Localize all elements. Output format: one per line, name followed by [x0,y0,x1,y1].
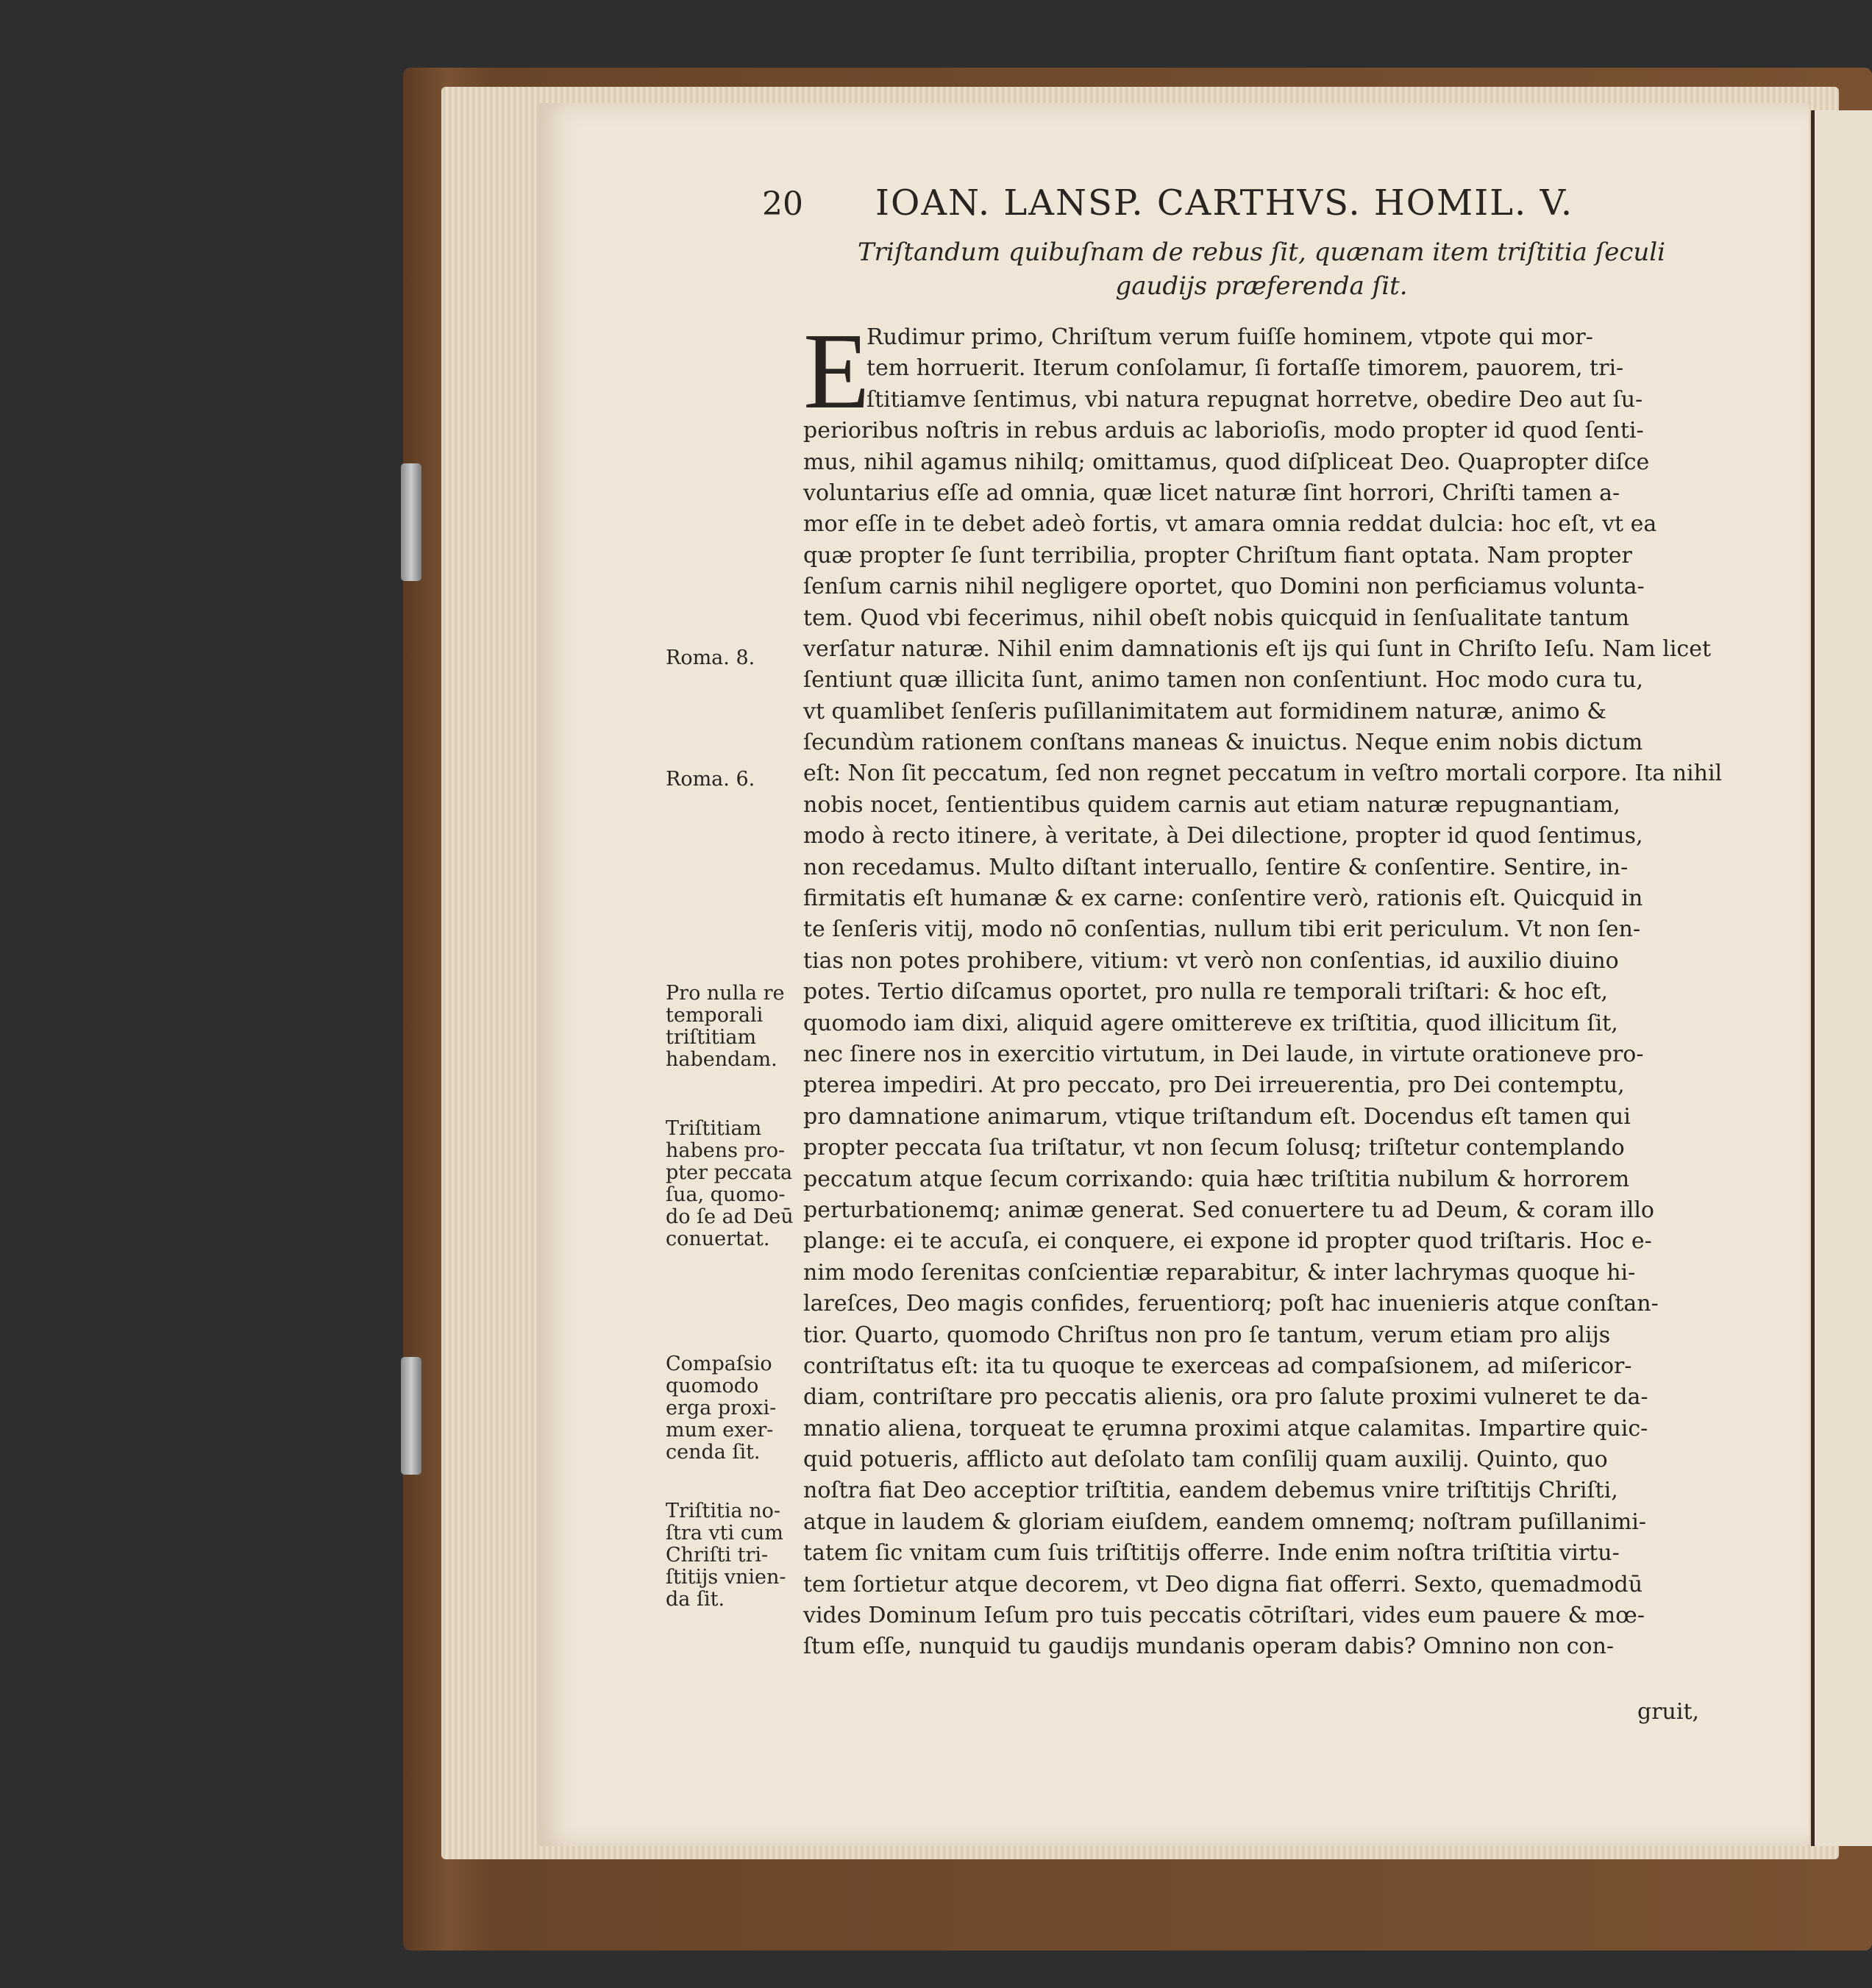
body-line: nobis nocet, ſentientibus quidem carnis aut etiam naturæ repugnantiam, [803,791,1620,818]
margin-note-line: temporali [666,1004,764,1027]
body-line: pterea impediri. At pro peccato, pro Dei irreuerentia, pro Dei contemptu, [803,1072,1625,1099]
margin-note-line: habendam. [666,1048,777,1071]
margin-note-line: da ſit. [666,1588,725,1611]
body-line: ſecundùm rationem conſtans maneas & inuictus. Neque enim nobis dictum [803,730,1643,756]
margin-note-line: quomodo [666,1375,759,1397]
margin-note [666,1118,798,1250]
body-line: ſenſum carnis nihil negligere oportet, quo Domini non perficiamus volunta- [803,574,1645,600]
body-line: modo à recto itinere, à veritate, à Dei dilectione, propter id quod ſentimus, [803,823,1643,849]
body-line: quæ propter ſe ſunt terribilia, propter Chriſtum fiant optata. Nam propter [803,542,1632,569]
section-heading-line: gaudijs præferenda ſit. [1115,271,1408,301]
body-line: quid potueris, afflicto aut deſolato tam conſilij quam auxilij. Quinto, quo [803,1447,1608,1473]
body-line: tias non potes prohibere, vitium: vt verò non conſentias, id auxilio diuino [803,947,1619,974]
running-head: IOAN. LANSP. CARTHVS. HOMIL. V. [875,182,1574,224]
body-line: propter peccata ſua triſtatur, vt non ſecum ſolusq; triſtetur contemplando [803,1135,1625,1161]
margin-note-line: Pro nulla re [666,982,785,1005]
body-line: mnatio aliena, torqueat te ęrumna proximi atque calamitas. Impartire quic- [803,1415,1648,1442]
margin-note-line: Roma. 8. [666,646,755,669]
margin-note-line: Triſtitia no- [666,1500,780,1522]
margin-note-line: ſua, quomo- [666,1183,786,1206]
body-line: lareſces, Deo magis confides, feruentiorq; poſt hac inuenieris atque conſtan- [803,1291,1659,1317]
body-line: voluntarius eſſe ad omnia, quæ licet naturæ ſint horrori, Chriſti tamen a- [803,480,1620,506]
body-line: perturbationemq; animæ generat. Sed conuertere tu ad Deum, & coram illo [803,1197,1654,1223]
body-line: eſt: Non ſit peccatum, ſed non regnet peccatum in veſtro mortali corpore. Ita nihil [803,760,1723,787]
body-line: plange: ei te accuſa, ei conquere, ei expone id propter quod triſtaris. Hoc e- [803,1228,1652,1255]
body-line: ſtum eſſe, nunquid tu gaudijs mundanis operam dabis? Omnino non con- [803,1633,1615,1660]
body-line: quomodo iam dixi, aliquid agere omittereve ex triſtitia, quod illicitum ſit, [803,1010,1618,1036]
margin-note-line: mum exer- [666,1419,774,1442]
section-heading [853,235,1670,303]
body-line: vt quamlibet ſenſeris puſillanimitatem aut formidinem naturæ, animo & [803,698,1606,724]
body-line: Rudimur primo, Chriſtum verum fuiſſe hominem, vtpote qui mor- [866,324,1593,350]
clasp-lower [401,1357,421,1475]
body-line: pro damnatione animarum, vtique triſtandum eſt. Docendus eſt tamen qui [803,1103,1631,1130]
body-line: te ſenſeris vitij, modo nō conſentias, nullum tibi erit periculum. Vt non ſen- [803,916,1641,943]
body-line: non recedamus. Multo diſtant interuallo, ſentire & conſentire. Sentire, in- [803,854,1629,880]
body-line: vides Dominum Ieſum pro tuis peccatis cōtriſtari, vides eum pauere & mœ- [803,1603,1645,1629]
body-text [803,322,1730,1663]
body-line: firmitatis eſt humanæ & ex carne: conſentire verò, rationis eſt. Quicquid in [803,886,1643,912]
margin-note-line: do ſe ad Deū [666,1205,794,1228]
body-line: mus, nihil agamus nihilq; omittamus, quod diſpliceat Deo. Quapropter diſce [803,449,1650,475]
margin-note-line: habens pro- [666,1139,786,1162]
body-line: ſtitiamve ſentimus, vbi natura repugnat horretve, obedire Deo aut ſu- [866,386,1643,413]
margin-note [666,983,798,1071]
facing-page-edge [1811,110,1872,1846]
margin-note-line: cenda ſit. [666,1441,761,1464]
margin-note-line: conuertat. [666,1228,770,1250]
margin-note-line: ſtra vti cum [666,1522,783,1545]
margin-note [666,769,798,791]
margin-note [666,647,798,669]
body-line: mor eſſe in te debet adeò fortis, vt amara omnia reddat dulcia: hoc eſt, vt ea [803,511,1657,538]
body-line: tatem ſic vnitam cum ſuis triſtitijs offerre. Inde enim noſtra triſtitia virtu- [803,1540,1620,1567]
body-line: atque in laudem & gloriam eiuſdem, eandem omnemq; noſtram puſillanimi- [803,1508,1647,1535]
folio-number: 20 [762,185,803,223]
margin-note-line: erga proxi- [666,1397,777,1419]
margin-note [666,1353,798,1464]
body-line: peccatum atque ſecum corrixando: quia hæc triſtitia nubilum & horrorem [803,1166,1630,1192]
body-line: noſtra fiat Deo acceptior triſtitia, eandem debemus vnire triſtitijs Chriſti, [803,1478,1618,1504]
margin-note-line: Compaſsio [666,1353,772,1375]
body-line: tem. Quod vbi fecerimus, nihil obeſt nobis quicquid in ſenſualitate tantum [803,605,1629,631]
body-line: diam, contriſtare pro peccatis alienis, ora pro ſalute proximi vulneret te da- [803,1384,1648,1411]
margin-note-line: Chriſti tri- [666,1544,769,1567]
margin-note-line: pter peccata [666,1161,793,1184]
body-line: contriſtatus eſt: ita tu quoque te exerceas ad compaſsionem, ad miſericor- [803,1353,1632,1379]
body-line: verſatur naturæ. Nihil enim damnationis eſt ijs qui ſunt in Chriſto Ieſu. Nam licet [803,635,1712,662]
margin-note-line: ſtitijs vnien- [666,1566,786,1589]
margin-note-line: triſtitiam [666,1026,757,1049]
margin-note [666,1500,798,1611]
body-line: nim modo ſerenitas conſcientiæ reparabitur, & inter lachrymas quoque hi- [803,1259,1636,1286]
body-line: nec ſinere nos in exercitio virtutum, in Dei laude, in virtute orationeve pro- [803,1041,1644,1067]
drop-cap: E [803,311,870,432]
body-line: potes. Tertio diſcamus oportet, pro nulla re temporali triſtari: & hoc eſt, [803,979,1608,1005]
body-line: tem horruerit. Iterum conſolamur, ſi fortaſſe timorem, pauorem, tri- [866,355,1624,382]
body-line: tior. Quarto, quomodo Chriſtus non pro ſe tantum, verum etiam pro alijs [803,1322,1611,1348]
clasp-upper [401,463,421,581]
body-line: tem ſortietur atque decorem, vt Deo digna fiat offerri. Sexto, quemadmodū [803,1571,1643,1597]
body-line: perioribus noſtris in rebus arduis ac laborioſis, modo propter id quod ſenti- [803,418,1644,444]
section-heading-line: Triſtandum quibuſnam de rebus ſit, quænam item triſtitia ſeculi [857,238,1666,267]
catchword: gruit, [1637,1699,1700,1725]
margin-note-line: Roma. 6. [666,768,755,791]
body-line: ſentiunt quæ illicita ſunt, animo tamen non conſentiunt. Hoc modo cura tu, [803,667,1643,694]
margin-note-line: Triſtitiam [666,1117,762,1140]
